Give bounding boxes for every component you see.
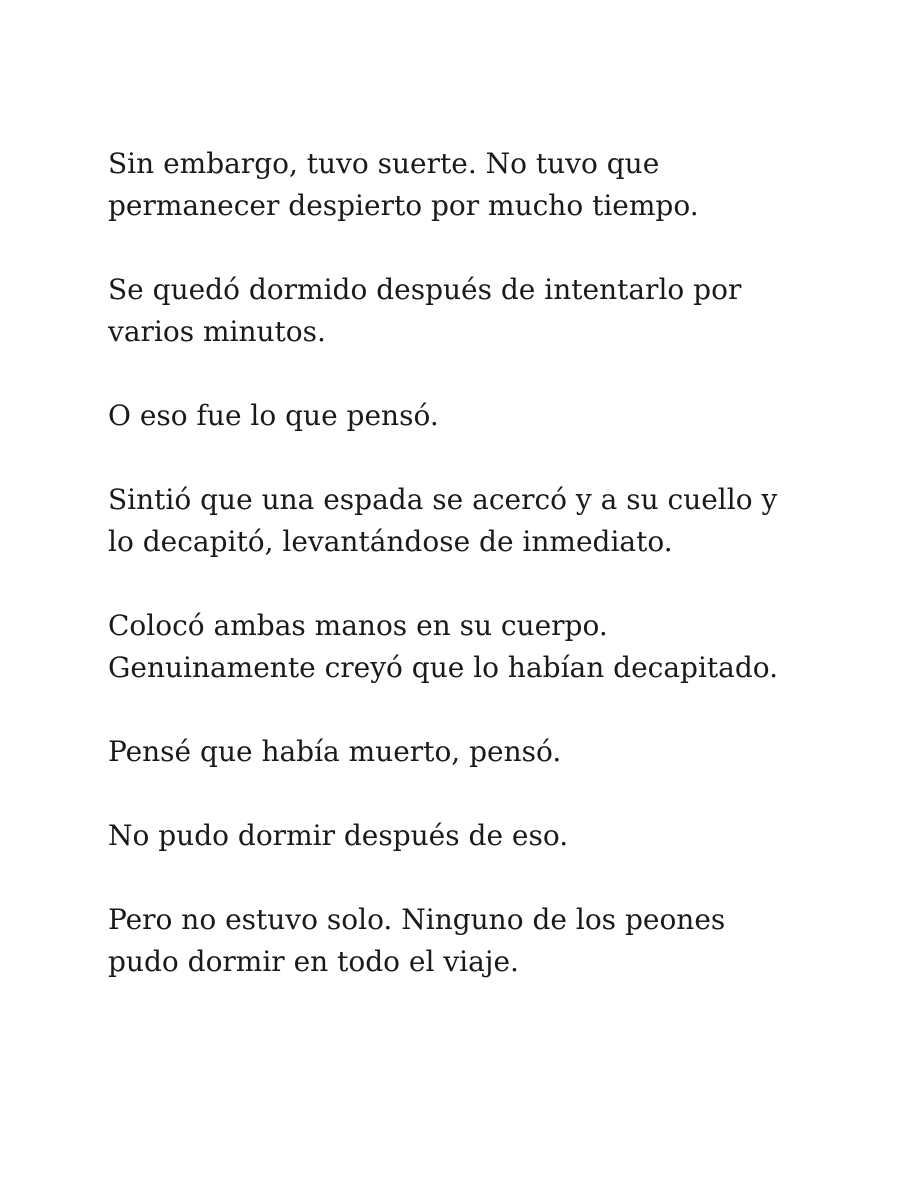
paragraph-3: O eso fue lo que pensó.: [108, 399, 439, 432]
paragraph-1: Sin embargo, tuvo suerte. No tuvo que permanecer despierto por mucho tiempo.: [108, 147, 699, 222]
paragraph-4: Sintió que una espada se acercó y a su cuello y lo decapitó, levantándose de inmediato.: [108, 483, 778, 558]
story-text: [108, 143, 808, 1025]
paragraph-2: Se quedó dormido después de intentarlo por varios minutos.: [108, 273, 742, 348]
paragraph-5: Colocó ambas manos en su cuerpo. Genuinamente creyó que lo habían decapitado.: [108, 609, 779, 684]
paragraph-6: Pensé que había muerto, pensó.: [108, 735, 562, 768]
paragraph-7: No pudo dormir después de eso.: [108, 819, 569, 852]
paragraph-8: Pero no estuvo solo. Ninguno de los peones pudo dormir en todo el viaje.: [108, 903, 726, 978]
